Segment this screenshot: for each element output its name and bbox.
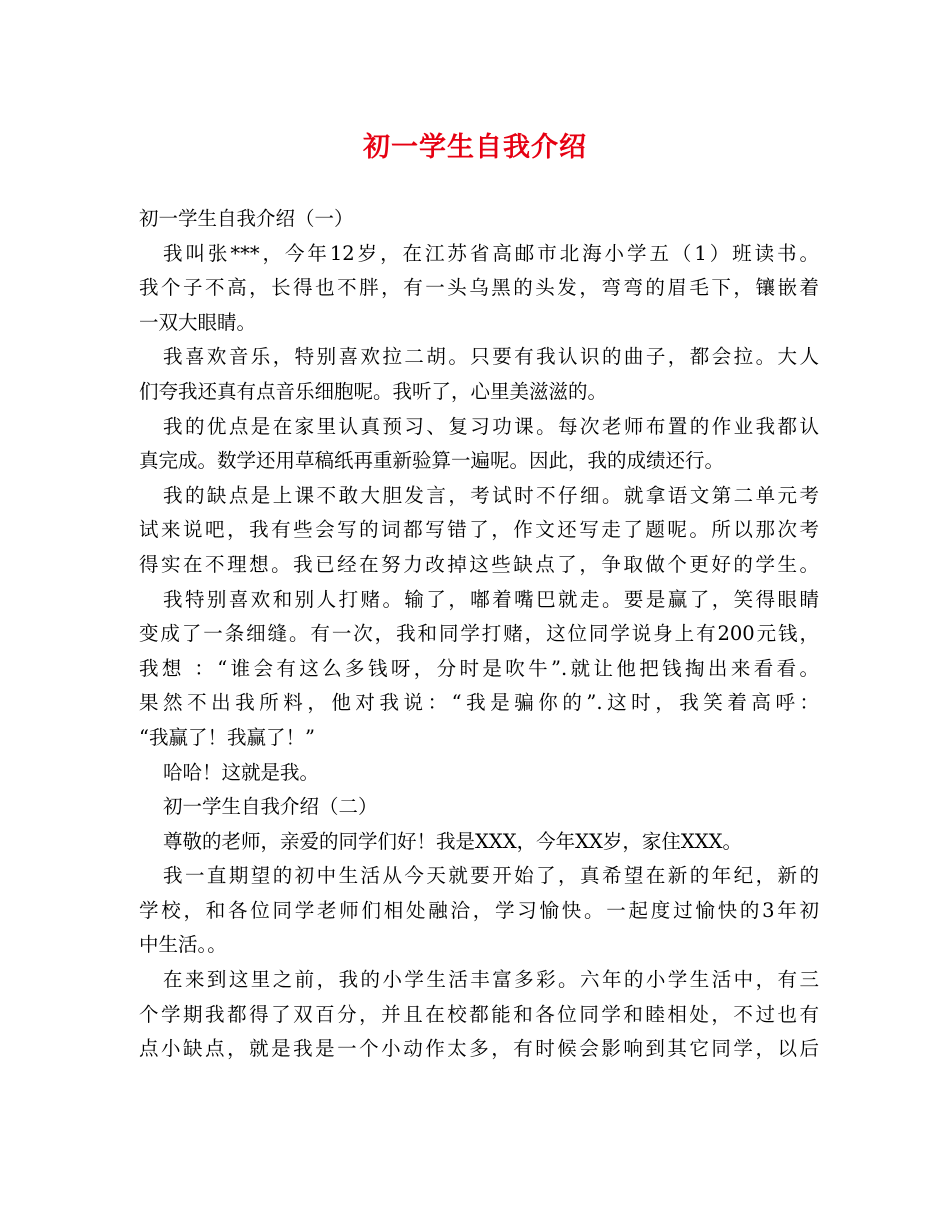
text-line: 变成了一条细缝。有一次，我和同学打赌，这位同学说身上有200元钱， — [139, 622, 819, 646]
text-line: 我喜欢音乐，特别喜欢拉二胡。只要有我认识的曲子，都会拉。大人 — [163, 345, 819, 369]
text-line: 尊敬的老师，亲爱的同学们好！我是XXX，今年XX岁，家住XXX。 — [163, 829, 743, 853]
text-line: 我的优点是在家里认真预习、复习功课。每次老师布置的作业我都认 — [163, 414, 819, 438]
text-line: 我特别喜欢和别人打赌。输了，嘟着嘴巴就走。要是赢了，笑得眼睛 — [163, 587, 819, 611]
text-line: 我叫张***，今年12岁，在江苏省高邮市北海小学五（1）班读书。 — [163, 241, 819, 265]
text-line: 学校，和各位同学老师们相处融洽，学习愉快。一起度过愉快的3年初 — [139, 898, 819, 922]
text-line: 点小缺点，就是我是一个小动作太多，有时候会影响到其它同学，以后 — [139, 1037, 819, 1061]
text-line: 我个子不高，长得也不胖，有一头乌黑的头发，弯弯的眉毛下，镶嵌着 — [139, 276, 819, 300]
text-line: 得实在不理想。我已经在努力改掉这些缺点了，争取做个更好的学生。 — [139, 552, 819, 576]
text-line: 初一学生自我介绍（二） — [163, 795, 378, 819]
text-line: 中生活。。 — [139, 933, 227, 957]
text-line: “我赢了！我赢了！” — [139, 725, 315, 749]
text-line: 们夸我还真有点音乐细胞呢。我听了，心里美滋滋的。 — [139, 379, 608, 403]
text-line: 初一学生自我介绍（一） — [139, 207, 354, 230]
text-line: 真完成。数学还用草稿纸再重新验算一遍呢。因此，我的成绩还行。 — [139, 449, 725, 473]
text-line: 哈哈！这就是我。 — [163, 760, 320, 784]
document-body — [139, 202, 819, 1067]
document-title: 初一学生自我介绍 — [363, 132, 587, 163]
text-line: 一双大眼睛。 — [139, 310, 257, 334]
text-line: 试来说吧，我有些会写的词都写错了，作文还写走了题呢。所以那次考 — [139, 518, 819, 542]
text-line: 我想 ：“谁会有这么多钱呀，分时是吹牛”.就让他把钱掏出来看看。 — [139, 656, 819, 680]
text-line: 在来到这里之前，我的小学生活丰富多彩。六年的小学生活中，有三 — [163, 968, 819, 992]
text-line: 果然不出我所料，他对我说：“我是骗你的”.这时，我笑着高呼： — [139, 691, 819, 715]
text-line: 我一直期望的初中生活从今天就要开始了，真希望在新的年纪，新的 — [163, 864, 819, 888]
text-line: 个学期我都得了双百分，并且在校都能和各位同学和睦相处，不过也有 — [139, 1002, 819, 1026]
text-line: 我的缺点是上课不敢大胆发言，考试时不仔细。就拿语文第二单元考 — [163, 483, 819, 507]
